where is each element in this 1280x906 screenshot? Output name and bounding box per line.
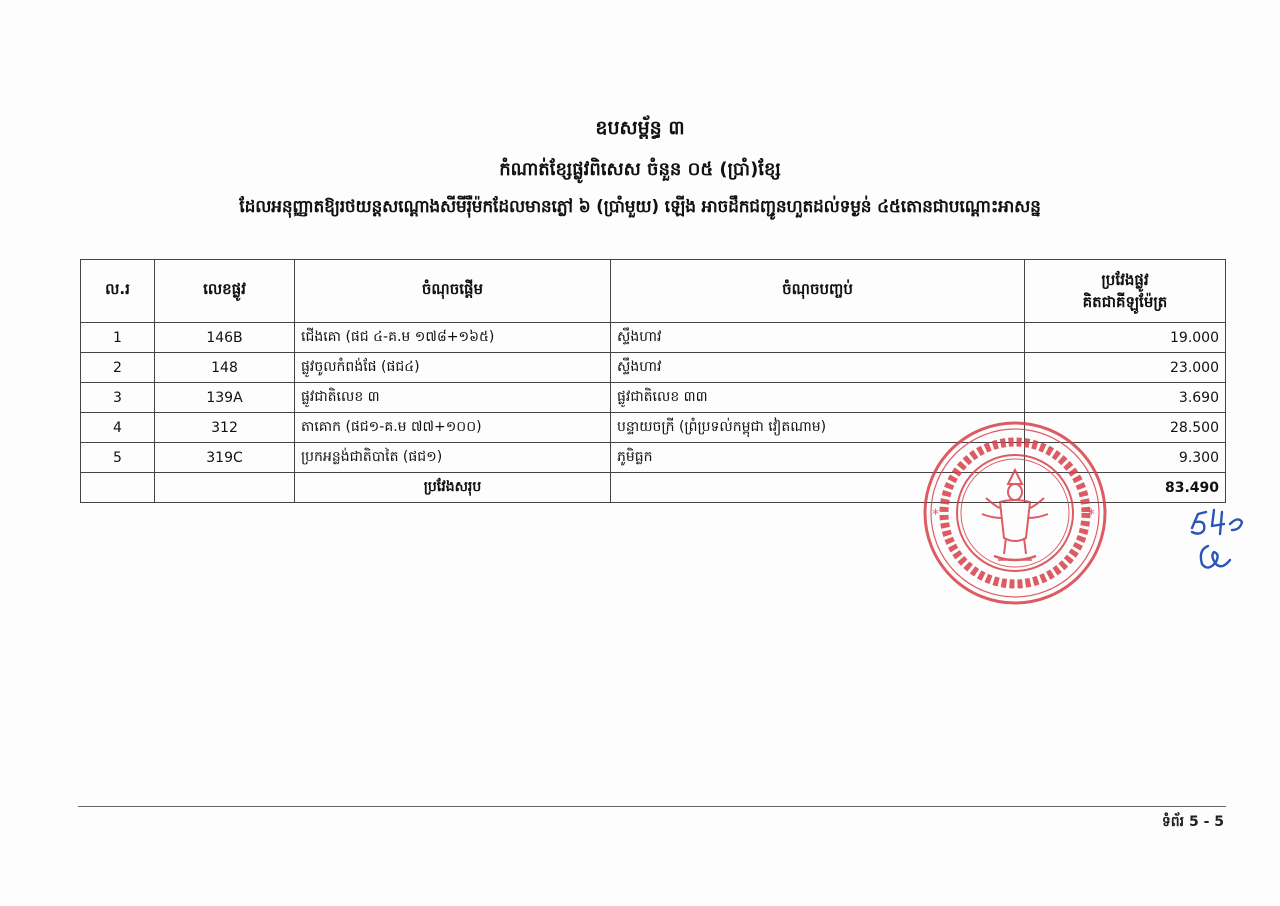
- cell-start: តាគោក (ផជ១-គ.ម ៧៧+១០០): [295, 413, 611, 443]
- annex-title: ឧបសម្ព័ន្ធ ៣: [595, 117, 685, 139]
- header-start-point: ចំណុចផ្ដើម: [295, 260, 611, 323]
- header-length-line1: ប្រវែងផ្លូវ: [1101, 271, 1149, 289]
- cell-road: 139A: [155, 383, 295, 413]
- header-length-line2: គិតជាគីឡូម៉ែត្រ: [1082, 293, 1168, 311]
- cell-end: ស្ទឹងហាវ: [611, 323, 1025, 353]
- footer-divider: [78, 806, 1226, 807]
- cell-empty: [81, 473, 155, 503]
- cell-start: ជើងគោ (ផជ ៤-គ.ម ១៧៨+១៦៥): [295, 323, 611, 353]
- cell-end: ស្ទឹងហាវ: [611, 353, 1025, 383]
- cell-end: ផ្លូវជាតិលេខ ៣៣: [611, 383, 1025, 413]
- header-length: [1025, 260, 1226, 323]
- table-row: [81, 383, 1226, 413]
- cell-start: ប្រកអន្លង់ជាតិបាតៃ (ផជ១): [295, 443, 611, 473]
- header-road-number: លេខផ្លូវ: [155, 260, 295, 323]
- table-row: [81, 323, 1226, 353]
- official-seal-icon: [920, 418, 1110, 608]
- total-label: ប្រវែងសរុប: [295, 473, 611, 503]
- cell-road: 319C: [155, 443, 295, 473]
- document-description: ដែលអនុញ្ញាតឱ្យរថយន្តសណ្ដោងសីមីរ៉ឺម៉កដែលមានភ្លៅ ៦ (ប្រាំមួយ) ឡើង អាចដឹកជញ្ជូនហួតដល់ទម្ងន់ ៤៥តោនជាបណ្ដោះអាសន្ន: [239, 197, 1041, 217]
- cell-road: 312: [155, 413, 295, 443]
- table-header-row: [81, 260, 1226, 323]
- header-end-point: ចំណុចបញ្ចប់: [611, 260, 1025, 323]
- cell-length: 9.300: [1025, 443, 1226, 473]
- cell-length: 19.000: [1025, 323, 1226, 353]
- cell-no: 5: [81, 443, 155, 473]
- cell-length: 3.690: [1025, 383, 1226, 413]
- header-no: ល.រ: [81, 260, 155, 323]
- cell-end: ភូមិធ្លក: [611, 443, 1025, 473]
- cell-no: 2: [81, 353, 155, 383]
- cell-no: 3: [81, 383, 155, 413]
- cell-end: បន្ទាយចក្រី (ព្រំប្រទល់កម្ពុជា វៀតណាម): [611, 413, 1025, 443]
- svg-text:*: *: [932, 507, 939, 523]
- cell-length: 28.500: [1025, 413, 1226, 443]
- handwritten-signature-icon: [1186, 500, 1250, 580]
- cell-no: 4: [81, 413, 155, 443]
- cell-empty: [155, 473, 295, 503]
- cell-start: ផ្លូវជាតិលេខ ៣: [295, 383, 611, 413]
- cell-no: 1: [81, 323, 155, 353]
- page-number: ទំព័រ 5 - 5: [1161, 814, 1224, 830]
- table-row: [81, 353, 1226, 383]
- cell-start: ផ្លូវចូលកំពង់ផែ (ផជ៤): [295, 353, 611, 383]
- total-value: 83.490: [1025, 473, 1226, 503]
- cell-road: 148: [155, 353, 295, 383]
- svg-text:*: *: [1088, 507, 1095, 523]
- cell-road: 146B: [155, 323, 295, 353]
- cell-length: 23.000: [1025, 353, 1226, 383]
- document-subtitle: កំណាត់ខ្សែផ្លូវពិសេស ចំនួន ០៥ (ប្រាំ)ខ្សែ: [499, 159, 781, 180]
